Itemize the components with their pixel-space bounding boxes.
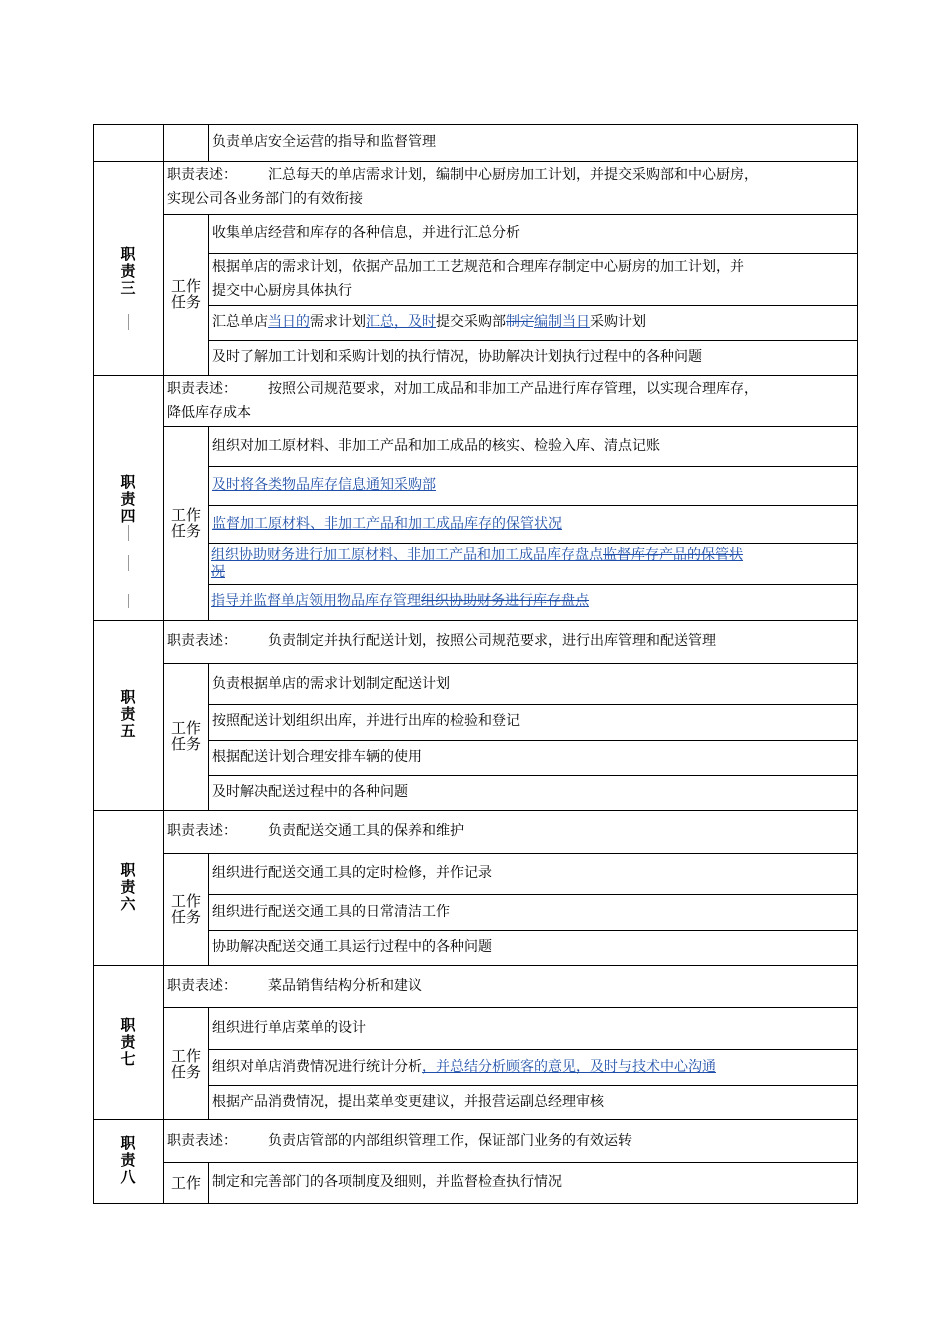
statement-text: 菜品销售结构分析和建议 bbox=[268, 978, 422, 994]
statement-label: 职责表述： bbox=[167, 823, 237, 839]
task-row: 收集单店经营和库存的各种信息，并进行汇总分析 bbox=[212, 225, 520, 241]
inserted-text: 指导并监督单店领用物品库存管理 bbox=[211, 593, 421, 609]
task-label: 工作 任务 bbox=[170, 719, 201, 753]
task-row-revised: 组织对单店消费情况进行统计分析，并总结分析顾客的意见，及时与技术中心沟通 bbox=[212, 1059, 716, 1075]
task-row: 按照配送计划组织出库，并进行出库的检验和登记 bbox=[212, 713, 520, 729]
task-label: 工作 bbox=[170, 1174, 201, 1192]
task-label: 工作 任务 bbox=[170, 1047, 201, 1081]
section-title-4: 职 责 四 bbox=[120, 473, 136, 525]
statement-text-cont: 降低库存成本 bbox=[167, 405, 251, 421]
statement-label: 职责表述： bbox=[167, 978, 237, 994]
inserted-text: 及时 bbox=[408, 314, 436, 330]
inserted-row: 及时将各类物品库存信息通知采购部 bbox=[212, 477, 436, 493]
revision-mark bbox=[128, 594, 129, 608]
revision-mark bbox=[128, 525, 129, 541]
section-title-8: 职 责 八 bbox=[120, 1134, 136, 1186]
task-row: 组织进行单店菜单的设计 bbox=[212, 1020, 366, 1036]
revision-mark bbox=[128, 314, 129, 330]
inserted-row: 监督加工原材料、非加工产品和加工成品库存的保管状况 bbox=[212, 516, 562, 532]
task-row: 协助解决配送交通工具运行过程中的各种问题 bbox=[212, 939, 492, 955]
task-row: 组织进行配送交通工具的定时检修，并作记录 bbox=[212, 865, 492, 881]
section-title-3: 职 责 三 bbox=[120, 245, 136, 297]
task-row: 制定和完善部门的各项制度及细则，并监督检查执行情况 bbox=[212, 1174, 562, 1190]
inserted-text: 组织协助财务进行加工原材料、非加工产品和加工成品库存盘点 bbox=[211, 547, 603, 563]
statement-text: 负责配送交通工具的保养和维护 bbox=[268, 823, 464, 839]
task-label: 工作 任务 bbox=[170, 277, 201, 311]
task-row-revised: 汇总单店当日的需求计划汇总，及时提交采购部制定编制当日采购计划 bbox=[212, 314, 646, 330]
inserted-text: 汇总， bbox=[366, 314, 408, 330]
deleted-text-cont: 况 bbox=[211, 564, 225, 580]
statement-text: 按照公司规范要求，对加工成品和非加工产品进行库存管理，以实现合理库存， bbox=[268, 381, 758, 397]
task-row: 根据产品消费情况，提出菜单变更建议，并报营运副总经理审核 bbox=[212, 1094, 604, 1110]
statement-text: 负责店管部的内部组织管理工作，保证部门业务的有效运转 bbox=[268, 1133, 632, 1149]
task-row: 及时了解加工计划和采购计划的执行情况，协助解决计划执行过程中的各种问题 bbox=[212, 349, 702, 365]
task-row: 组织对加工原材料、非加工产品和加工成品的核实、检验入库、清点记账 bbox=[212, 438, 660, 454]
inserted-text: 编制当日 bbox=[534, 314, 590, 330]
task-row: 负责单店安全运营的指导和监督管理 bbox=[212, 134, 436, 150]
task-row-revised bbox=[211, 593, 589, 610]
task-row: 及时解决配送过程中的各种问题 bbox=[212, 784, 408, 800]
task-label: 工作 任务 bbox=[170, 892, 201, 926]
inserted-text: 当日的 bbox=[268, 314, 310, 330]
inserted-text: ，并总结分析顾客的意见，及时与技术中心沟通 bbox=[422, 1059, 716, 1075]
task-row: 组织进行配送交通工具的日常清洁工作 bbox=[212, 904, 450, 920]
statement-label: 职责表述： bbox=[167, 167, 237, 183]
task-row: 根据单店的需求计划，依据产品加工工艺规范和合理库存制定中心厨房的加工计划，并 bbox=[212, 259, 744, 275]
statement-text: 汇总每天的单店需求计划，编制中心厨房加工计划，并提交采购部和中心厨房， bbox=[268, 167, 758, 183]
section-title-5: 职 责 五 bbox=[120, 688, 136, 740]
task-row-revised bbox=[211, 547, 743, 564]
task-row-cont: 提交中心厨房具体执行 bbox=[212, 283, 352, 299]
deleted-text: 制定 bbox=[506, 314, 534, 330]
task-row: 负责根据单店的需求计划制定配送计划 bbox=[212, 676, 450, 692]
deleted-text: 组织协助财务进行库存盘点 bbox=[421, 593, 589, 609]
statement-label: 职责表述： bbox=[167, 633, 237, 649]
revision-mark bbox=[128, 555, 129, 571]
statement-text-cont: 实现公司各业务部门的有效衔接 bbox=[167, 191, 363, 207]
statement-label: 职责表述： bbox=[167, 1133, 237, 1149]
task-row: 根据配送计划合理安排车辆的使用 bbox=[212, 749, 422, 765]
section-title-6: 职 责 六 bbox=[120, 861, 136, 913]
task-label: 工作 任务 bbox=[170, 506, 201, 540]
statement-text: 负责制定并执行配送计划，按照公司规范要求，进行出库管理和配送管理 bbox=[268, 633, 716, 649]
deleted-text: 监督库存产品的保管状 bbox=[603, 547, 743, 563]
statement-label: 职责表述： bbox=[167, 381, 237, 397]
section-title-7: 职 责 七 bbox=[120, 1016, 136, 1068]
